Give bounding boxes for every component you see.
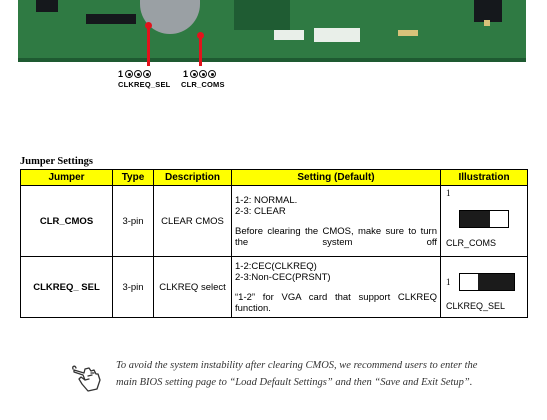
jumper-pin-3 (490, 211, 508, 227)
board-connector (474, 0, 502, 22)
column-header: Type (113, 170, 154, 186)
illustration-caption: CLR_COMS (446, 238, 497, 248)
jumper-caption: CLR_COMS (181, 80, 225, 89)
table-row (21, 257, 528, 318)
illustration-pin-number: 1 (446, 277, 451, 287)
section-title: Jumper Settings (20, 156, 94, 167)
pin (125, 70, 133, 78)
jumper-block-drawing (459, 210, 509, 228)
column-header: Setting (Default) (232, 170, 441, 186)
setting-line: 1-2: NORMAL. (235, 194, 298, 206)
setting-note: “1-2” for VGA card that support CLKREQ function. (235, 291, 437, 314)
table-header-row (21, 170, 528, 186)
jumper-setting (232, 186, 441, 257)
pin (199, 70, 207, 78)
illustration-pin-number: 1 (446, 188, 451, 198)
jumper-description: CLEAR CMOS (154, 186, 232, 257)
jumper-name: CLKREQ_ SEL (21, 257, 113, 318)
setting-line: 2-3:Non-CEC(PRSNT) (235, 271, 331, 283)
chipset (234, 0, 290, 30)
pin (143, 70, 151, 78)
board-slot (86, 14, 136, 24)
pin (190, 70, 198, 78)
jumper-caption: CLKREQ_SEL (118, 80, 171, 89)
jumper-pins-clr (183, 69, 216, 79)
pointing-hand-icon (70, 360, 108, 394)
pin-number: 1 (183, 69, 189, 79)
jumper-illustration (441, 257, 528, 318)
setting-line: 2-3: CLEAR (235, 205, 286, 217)
jumper-cap-pins-2-3 (478, 274, 514, 290)
board-sticker (274, 30, 304, 40)
pointer-dot-clr (197, 32, 204, 39)
jumper-illustration (441, 186, 528, 257)
pin (134, 70, 142, 78)
motherboard-photo (18, 0, 526, 62)
pointer-line-clkreq (147, 24, 150, 66)
board-component (484, 20, 490, 26)
jumper-table (20, 169, 528, 318)
setting-line: 1-2:CEC(CLKREQ) (235, 260, 317, 272)
pcb-edge (18, 58, 526, 62)
jumper-type: 3-pin (113, 257, 154, 318)
pointer-dot-clkreq (145, 22, 152, 29)
illustration-caption: CLKREQ_SEL (446, 301, 506, 311)
column-header: Jumper (21, 170, 113, 186)
pin-number: 1 (118, 69, 124, 79)
table-row (21, 186, 528, 257)
column-header: Description (154, 170, 232, 186)
pin (208, 70, 216, 78)
jumper-type: 3-pin (113, 186, 154, 257)
board-component (36, 0, 58, 12)
jumper-block-drawing (459, 273, 515, 291)
column-header: Illustration (441, 170, 528, 186)
note-text: To avoid the system instability after clearing CMOS, we recommend users to enter the main BIOS setting page to “Load Default Settings” and then “Save and Exit Setup”. (116, 360, 478, 388)
jumper-setting (232, 257, 441, 318)
board-sticker (314, 28, 360, 42)
jumper-pin-1 (460, 274, 478, 290)
jumper-name: CLR_CMOS (21, 186, 113, 257)
jumper-pins-clkreq (118, 69, 151, 79)
jumper-cap-pins-1-2 (460, 211, 490, 227)
jumper-description: CLKREQ select (154, 257, 232, 318)
board-component (398, 30, 418, 36)
setting-note: Before clearing the CMOS, make sure to turn the system off (235, 225, 437, 248)
